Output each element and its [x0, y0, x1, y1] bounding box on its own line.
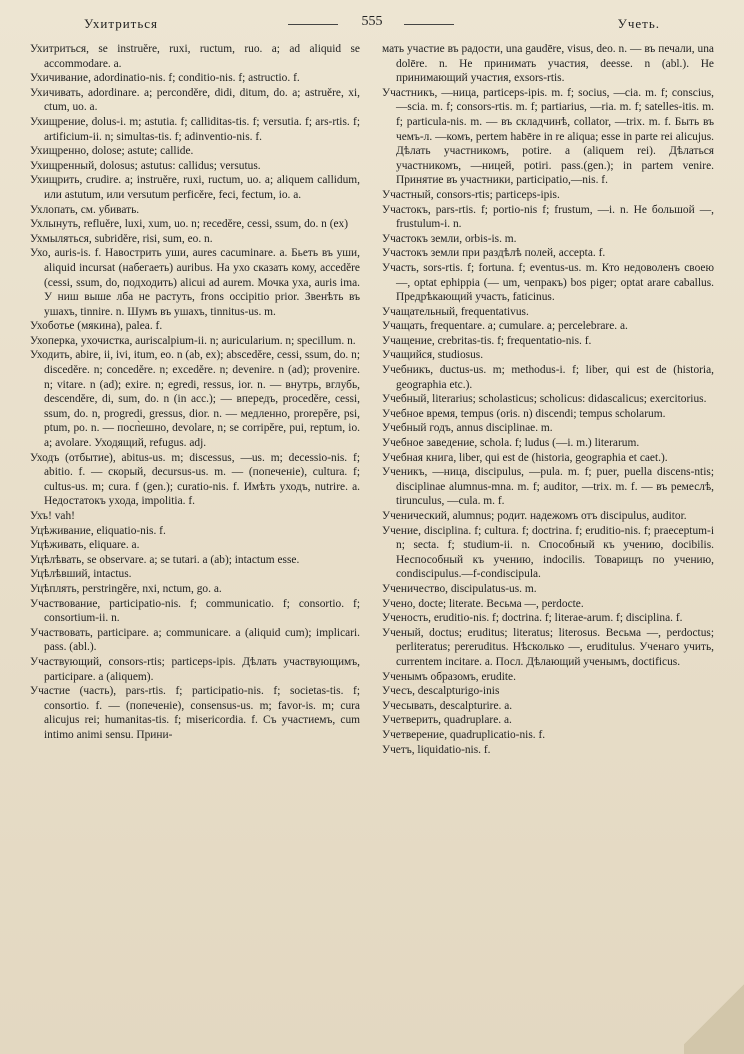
page-number: 555 [361, 14, 383, 29]
dictionary-entry: Уходъ (отбытие), abitus-us. m; discessus, —us. m; decessio-nis. f; abitio. f. — скорый, decursus-us. m. — (попеченіе), cultura. f; cultus-us. m; cura. f (gen.); curatio-nis. f. Имѣть уходъ, nutrire. a. Недостатокъ ухода, impolitia. f. [30, 451, 360, 508]
dictionary-entry: Уцѣлѣвать, se observare. a; se tutari. a (ab); intactum esse. [30, 553, 300, 566]
dictionary-entry: Учетверить, quadruplare. a. [382, 714, 512, 727]
dictionary-entry: Учетверение, quadruplicatio-nis. f. [382, 728, 546, 741]
dictionary-entry: Ученымъ образомъ, erudite. [382, 670, 516, 683]
dictionary-entry: Уцѣлѣвший, intactus. [30, 568, 132, 581]
page-corner-fold [684, 974, 744, 1054]
dictionary-entry: Учебная книга, liber, qui est de (historia, geographia et caet.). [382, 451, 668, 464]
dictionary-entry: Учетъ, liquidatio-nis. f. [382, 743, 491, 756]
dictionary-entry: Ученический, alumnus; родит. надежомъ отъ discipulus, auditor. [382, 510, 687, 522]
dictionary-entry: Ухищренно, dolose; astute; callide. [30, 145, 194, 158]
dictionary-entry: Ухоперка, ухочистка, auriscalpium-ii. n; auricularium. n; specillum. n. [30, 334, 356, 347]
dictionary-entry: Ухоботье (мякина), palea. f. [30, 320, 163, 333]
dictionary-entry: Участие (часть), pars-rtis. f; participatio-nis. f; societas-tis. f; consortio. f. — (попеченіе), consensus-us. m; favor-is. m; cura alicujus rei; humanitas-tis. f; misericordia. f. Съ участиемъ, cum intimo animi sensu. Прини- [30, 685, 360, 741]
dictionary-entry: Ученый, doctus; eruditus; literatus; literosus. Весьма —, perdoctus; perliteratus; pereruditus. Нѣсколько —, eruditulus. Ученаго учить, currentem incitare. a. Посл. Дѣлающий ученымъ, doctificus. [382, 626, 714, 668]
dictionary-entry: Ухъ! vah! [30, 510, 75, 522]
dictionary-entry: Участокъ, pars-rtis. f; portio-nis f; frustum, —i. n. Не большой —, frustulum-i. n. [382, 203, 714, 231]
dictionary-entry: Учащательный, frequentativus. [382, 305, 529, 318]
dictionary-entry: мать участие въ радости, una gaudēre, visus, deo. n. — въ печали, una dolēre. n. Не принимать участия, deesse. n (abl.). Не принимающий участия, exsors-rtis. [382, 43, 714, 85]
dictionary-entry: Уцѣживание, eliquatio-nis. f. [30, 524, 166, 537]
dictionary-entry: Ученичество, discipulatus-us. m. [382, 582, 537, 595]
dictionary-entry: Учебникъ, ductus-us. m; methodus-i. f; liber, qui est de (historia, geographia etc.). [382, 364, 714, 391]
dictionary-entry: Ухищрение, dolus-i. m; astutia. f; calliditas-tis. f; versutia. f; ars-rtis. f; artificium-ii. n; simultas-tis. f; adinventio-nis. f. [30, 115, 360, 143]
header-rule-left [288, 24, 338, 25]
dictionary-entry: Учесывать, descalpturire. a. [382, 699, 513, 712]
header-right-guideword: Учеть. [617, 16, 660, 31]
dictionary-entry: Участокъ земли, orbis-is. m. [382, 232, 517, 245]
dictionary-entry: Ухичивать, adordinare. a; perconděre, didi, ditum, do. a; astruěre, xi, ctum, uo. a. [30, 86, 360, 114]
dictionary-entry: Учено, docte; literate. Весьма —, perdocte. [382, 597, 584, 610]
dictionary-entry: Участный, consors-rtis; particeps-ipis. [382, 188, 560, 201]
left-column [30, 42, 360, 743]
dictionary-entry: Ухичивание, adordinatio-nis. f; conditio-nis. f; astructio. f. [30, 72, 300, 85]
dictionary-entry: Учебное время, tempus (oris. n) discendi; tempus scholarum. [382, 407, 666, 420]
dictionary-entry: Уходить, abire, ii, ivi, itum, eo. n (ab, ex); abscedĕre, cessi, ssum, do. n; discedĕre. n; concedĕre. n; excedĕre. n; devenire. n (ad); provenire. n; vitare. n (ad); exire. n; egredi, ressus, ior. n. — внутрь, вглубь, descendĕre, di, sum, do. n (in acc.); — впередъ, procedĕre, cessi, ssum, do. n, progredi, gressus, dior. n. — медленно, prorepĕre, psi, ptum, po. n. — посп̀ешно, devolare, n; se corripĕre, pui, reptum, io. a; avolare. Уходящий, refugus. adj. [30, 349, 360, 450]
right-column [382, 42, 714, 757]
dictionary-entry: Ухлопать, см. убивать. [30, 203, 140, 216]
dictionary-entry: Учебный, literarius; scholasticus; scholicus: didascalicus; exercitorius. [382, 393, 707, 406]
dictionary-entry: Ученость, eruditio-nis. f; doctrina. f; literae-arum. f; disciplina. f. [382, 612, 683, 625]
dictionary-entry: Участвование, participatio-nis. f; communicatio. f; consortio. f; consortium-ii. n. [30, 597, 360, 625]
dictionary-entry: Участь, sors-rtis. f; fortuna. f; eventus-us. m. Кто недоволенъ своею —, optat ephippia (— um, чепракъ) bos piger; optat arare caballus. Предрѣкающий участь, faticinus. [382, 261, 714, 304]
dictionary-entry: Ухищрить, crudire. a; instruěre, ruxi, ructum, uo. a; aliquem callidum, или astutum, или versutum perficěre, feci, fectum, io. a. [30, 174, 360, 201]
dictionary-entry: Учебное заведение, schola. f; ludus (—i. m.) literarum. [382, 437, 640, 450]
dictionary-entry: Учащение, crebritas-tis. f; frequentatio-nis. f. [382, 334, 592, 347]
dictionary-entry: Учебный годъ, annus disciplinae. m. [382, 422, 553, 435]
header-left-guideword: Ухитриться [84, 16, 159, 31]
dictionary-entry: Ухитриться, se instruĕre, ruxi, ructum, ruo. a; ad aliquid se accommodare. a. [30, 43, 360, 70]
dictionary-entry: Участвовать, participare. a; communicare. a (aliquid cum); implicari. pass. (abl.). [30, 626, 360, 654]
dictionary-entry: Ухлынуть, refluěre, luxi, xum, uo. n; recedĕre, cessi, ssum, do. n (ex) [30, 218, 349, 231]
dictionary-entry: Ухо, auris-is. f. Навострить уши, aures caсuminare. a. Бьеть въ уши, aliquid incursat (набегаеть) auribus. На ухо сказать кому, accedĕre (cessi, ssum, do, подходить) alicui ad aurem. Мочка уха, auris ima. У ниш выше лба не растуть, frons occipitio prior. Звенѣть въ ушахъ, tinnire. n. Шумъ въ ушахъ, tinnitus-us. m. [30, 247, 360, 318]
dictionary-entry: Учащать, frequentare. a; cumulare. a; percelebrare. a. [382, 320, 628, 333]
dictionary-entry: Учесъ, descalpturigo-inis [382, 685, 500, 698]
dictionary-entry: Участвующий, consors-rtis; particeps-ipis. Дѣлать участвующимъ, participare. a (aliquem). [30, 655, 360, 683]
dictionary-entry: Ухищренный, dolosus; astutus: callidus; versutus. [30, 159, 261, 172]
dictionary-entry: Уцѣплять, perstringĕre, nxi, nctum, go. a. [30, 582, 222, 595]
dictionary-entry: Ухмыляться, subridĕre, risi, sum, eo. n. [30, 232, 213, 245]
dictionary-entry: Учение, disciplina. f; cultura. f; doctrina. f; eruditio-nis. f; praeceptum-i n; secta. f; studium-ii. n. Способный къ учению, docibilis. Неспособный къ учению, indocilis. Товарищъ по учению, condiscipulus.—f-condiscipula. [382, 524, 714, 581]
dictionary-entry: Участникъ, —ница, particeps-ipis. m. f; socius, —cia. m. f; conscius, —scia. m. f; consors-rtis. m. f; partiarius, —ria. m. f; satelles-itis. m. f; particula-nis. m. — въ складчинѣ, collator, —trix. m. f. Быть въ чемъ-л. —комъ, pertem habēre in re aliqua; esse in parte rei alicujus. Дѣлать участникомъ, potire. a (aliquem rei). Дѣлаться участникомъ, —ницей, potiri. pass.(gen.); in partem venire. Принятие въ участники, participatio,—nis. f. [382, 86, 714, 187]
page-header [24, 14, 720, 36]
header-rule-right [404, 24, 454, 25]
dictionary-entry: Уцѣживать, eliquare. a. [30, 539, 140, 552]
dictionary-entry: Ученикъ, —ница, discipulus, —pula. m. f; puer, puella discens-ntis; disciplinae alumnus-mna. m. f; auditor, —trix. m. f. — въ ремеслѣ, tirunculus, —cula. m. f. [382, 466, 714, 508]
dictionary-entry: Учащийся, studiosus. [382, 349, 484, 362]
dictionary-entry: Участокъ земли при раздѣлѣ полей, accepta. f. [382, 247, 606, 260]
